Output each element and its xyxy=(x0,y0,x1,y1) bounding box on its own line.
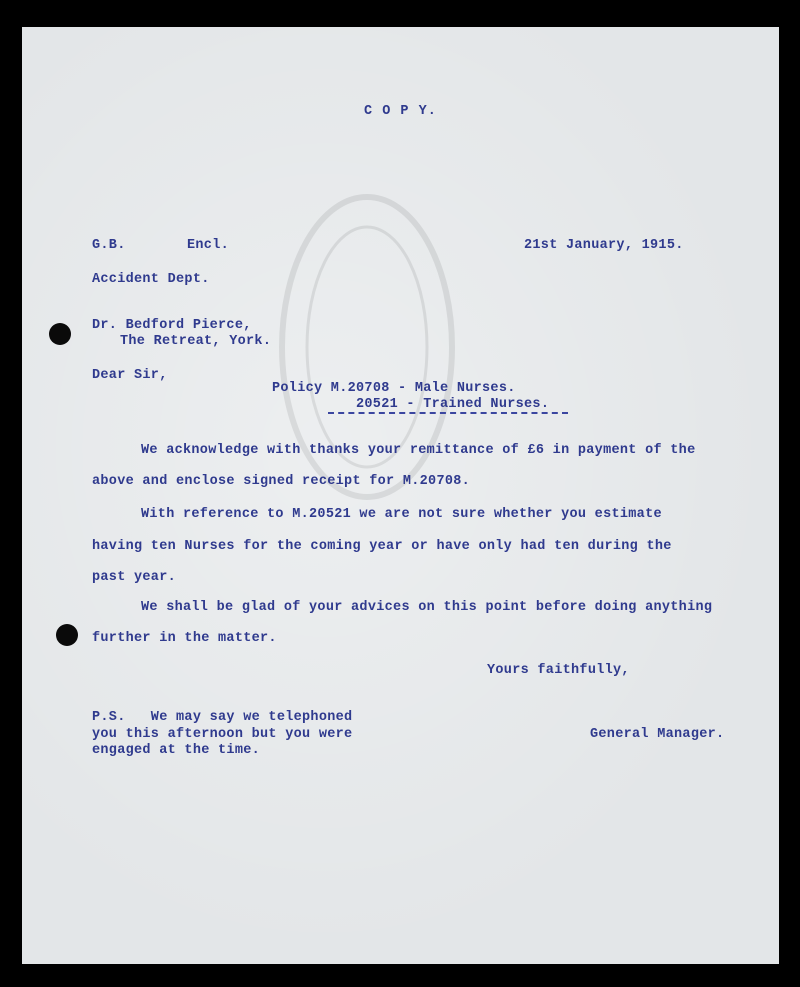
body-p2-line1: With reference to M.20521 we are not sure whether you estimate xyxy=(141,507,662,522)
subject-underline xyxy=(328,412,568,414)
body-p1-line1: We acknowledge with thanks your remittance of £6 in payment of the xyxy=(141,443,696,458)
ref-initials: G.B. xyxy=(92,238,126,253)
salutation: Dear Sir, xyxy=(92,368,168,383)
department: Accident Dept. xyxy=(92,272,210,287)
letter-date: 21st January, 1915. xyxy=(524,238,684,253)
postscript-line1: P.S. We may say we telephoned xyxy=(92,710,353,725)
punch-hole-top xyxy=(49,323,71,345)
postscript-line2: you this afternoon but you were xyxy=(92,727,353,742)
signatory: General Manager. xyxy=(590,727,725,742)
embossed-seal-watermark xyxy=(272,187,462,507)
punch-hole-bottom xyxy=(56,624,78,646)
addressee-address: The Retreat, York. xyxy=(120,334,272,349)
body-p2-line2: having ten Nurses for the coming year or have only had ten during the xyxy=(92,539,672,554)
body-p3-line2: further in the matter. xyxy=(92,631,277,646)
subject-line-1: Policy M.20708 - Male Nurses. xyxy=(272,381,516,396)
body-p1-line2: above and enclose signed receipt for M.20708. xyxy=(92,474,471,489)
subject-line-2: 20521 - Trained Nurses. xyxy=(356,397,550,412)
body-p3-line1: We shall be glad of your advices on this point before doing anything xyxy=(141,600,713,615)
addressee-name: Dr. Bedford Pierce, xyxy=(92,318,252,333)
copy-heading: C O P Y. xyxy=(364,104,437,119)
ref-enclosure: Encl. xyxy=(187,238,230,253)
letter-page xyxy=(22,27,779,964)
body-p2-line3: past year. xyxy=(92,570,177,585)
closing: Yours faithfully, xyxy=(487,663,630,678)
postscript-line3: engaged at the time. xyxy=(92,743,261,758)
